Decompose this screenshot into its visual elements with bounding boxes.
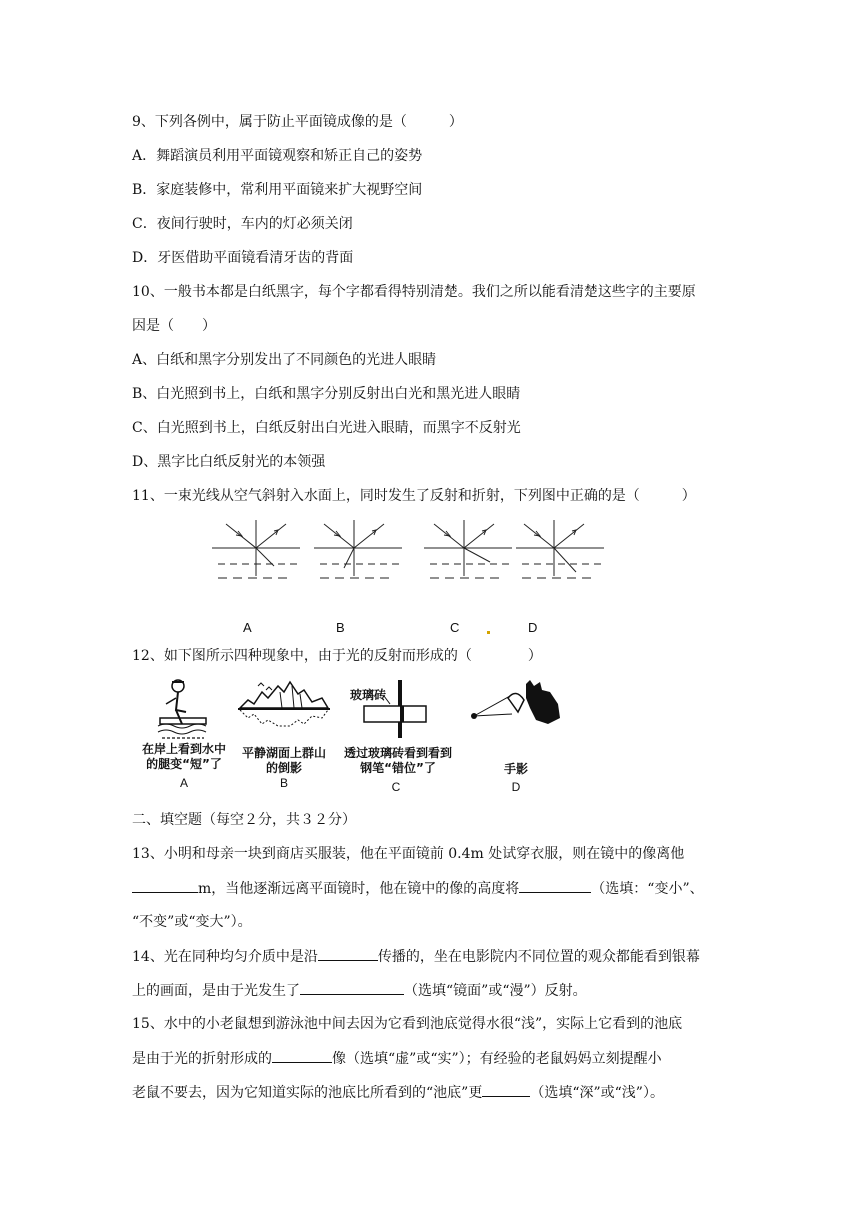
ray-diagram-c (424, 516, 516, 588)
caption-b-line1: 平静湖面上群山 (241, 746, 326, 760)
diagram-label-c: C (450, 620, 460, 635)
mountain-reflection-picture (238, 678, 330, 728)
q9-option-d: D．牙医借助平面镜看清牙齿的背面 (132, 250, 354, 266)
q9-option-a: A．舞蹈演员利用平面镜观察和矫正自己的姿势 (132, 148, 423, 164)
q15-line2 (132, 1048, 662, 1069)
caption-a-line2: 的腿变“短”了 (146, 757, 222, 771)
q9-option-c: C．夜间行驶时，车内的灯必须关闭 (132, 216, 353, 232)
q13-line2 (132, 878, 704, 899)
q9-stem: 9、下列各例中，属于防止平面镜成像的是（ ） (132, 114, 463, 130)
q10-stem-line1: 10、一般书本都是白纸黑字，每个字都看得特别清楚。我们之所以能看清楚这些字的主要原 (132, 284, 696, 300)
q15-line3-a: 老鼠不要去，因为它知道实际的池底比所看到的“池底”更 (132, 1085, 483, 1101)
q13-line2-a: m，当他逐渐远离平面镜时，他在镜中的像的高度将 (198, 881, 520, 897)
caption-c-line2: 钢笔“错位”了 (360, 761, 436, 775)
q11-stem: 11、一束光线从空气斜射入水面上，同时发生了反射和折射，下列图中正确的是（ ） (132, 488, 696, 504)
caption-a (136, 742, 232, 772)
q10-stem-line2: 因是（ ） (132, 318, 216, 334)
caption-d (496, 762, 536, 777)
caption-a-letter: A (179, 776, 188, 790)
q14-line1-a: 14、光在同种均匀介质中是沿 (132, 949, 318, 965)
caption-d-line1: 手影 (503, 762, 528, 776)
q15-line3-b: （选填“深”或“浅”）。 (530, 1085, 664, 1101)
glass-brick-picture (362, 678, 428, 740)
diagram-label-b: B (336, 620, 345, 635)
q15-line2-b: 像（选填“虚”或“实”）；有经验的老鼠妈妈立刻提醒小 (332, 1051, 662, 1067)
q13-line1: 13、小明和母亲一块到商店买服装，他在平面镜前 0.4m 处试穿衣服，则在镜中的像离他 (132, 846, 685, 862)
q14-line2 (132, 980, 587, 1001)
caption-b (236, 746, 332, 776)
ray-diagram-a (212, 516, 304, 588)
caption-c-letter: C (391, 780, 401, 794)
q10-option-d: D、黑字比白纸反射光的本领强 (132, 454, 326, 470)
section-title: 二、填空题（每空２分，共３２分） (132, 812, 356, 828)
q15-line3 (132, 1082, 664, 1103)
q14-blank-2[interactable] (300, 980, 404, 995)
caption-c (336, 746, 460, 776)
q14-line2-b: （选填“镜面”或“漫”）反射。 (404, 983, 587, 999)
q14-blank-1[interactable] (318, 946, 378, 961)
caption-c-line1: 透过玻璃砖看到看到 (343, 746, 452, 760)
q15-blank-2[interactable] (482, 1082, 530, 1097)
ray-diagram-b (314, 516, 406, 588)
q9-option-b: B．家庭装修中，常利用平面镜来扩大视野空间 (132, 182, 423, 198)
q12-stem: 12、如下图所示四种现象中，由于光的反射而形成的（ ） (132, 648, 542, 664)
q13-line2-b: （选填：“变小”、 (591, 881, 704, 897)
q15-line2-a: 是由于光的折射形成的 (132, 1051, 272, 1067)
glass-brick-label: 玻璃砖 (350, 688, 387, 702)
caption-a-line1: 在岸上看到水中 (141, 742, 226, 756)
stray-dot (487, 631, 490, 634)
hand-shadow-picture (468, 678, 564, 730)
caption-b-line2: 的倒影 (265, 761, 302, 775)
q13-blank-1[interactable] (132, 878, 198, 893)
caption-b-letter: B (279, 776, 288, 790)
q14-line2-a: 上的画面，是由于光发生了 (132, 983, 300, 999)
q15-blank-1[interactable] (272, 1048, 332, 1063)
q10-option-a: A、白纸和黑字分别发出了不同颜色的光进人眼睛 (132, 352, 437, 368)
q14-line1-b: 传播的，坐在电影院内不同位置的观众都能看到银幕 (377, 949, 700, 965)
q15-line1: 15、水中的小老鼠想到游泳池中间去因为它看到池底觉得水很“浅”，实际上它看到的池底 (132, 1016, 683, 1032)
q13-blank-2[interactable] (519, 878, 591, 893)
caption-d-letter: D (511, 780, 521, 794)
q14-line1 (132, 946, 700, 967)
diagram-label-a: A (243, 620, 252, 635)
q13-line3: “不变”或“变大”）。 (132, 914, 252, 930)
q10-option-c: C、白光照到书上，白纸反射出白光进入眼睛，而黑字不反射光 (132, 420, 521, 436)
diagram-label-d: D (528, 620, 538, 635)
ray-diagram-d (516, 516, 608, 588)
q10-option-b: B、白光照到书上，白纸和黑字分别反射出白光和黑光进人眼睛 (132, 386, 521, 402)
leg-in-water-picture (156, 678, 210, 742)
